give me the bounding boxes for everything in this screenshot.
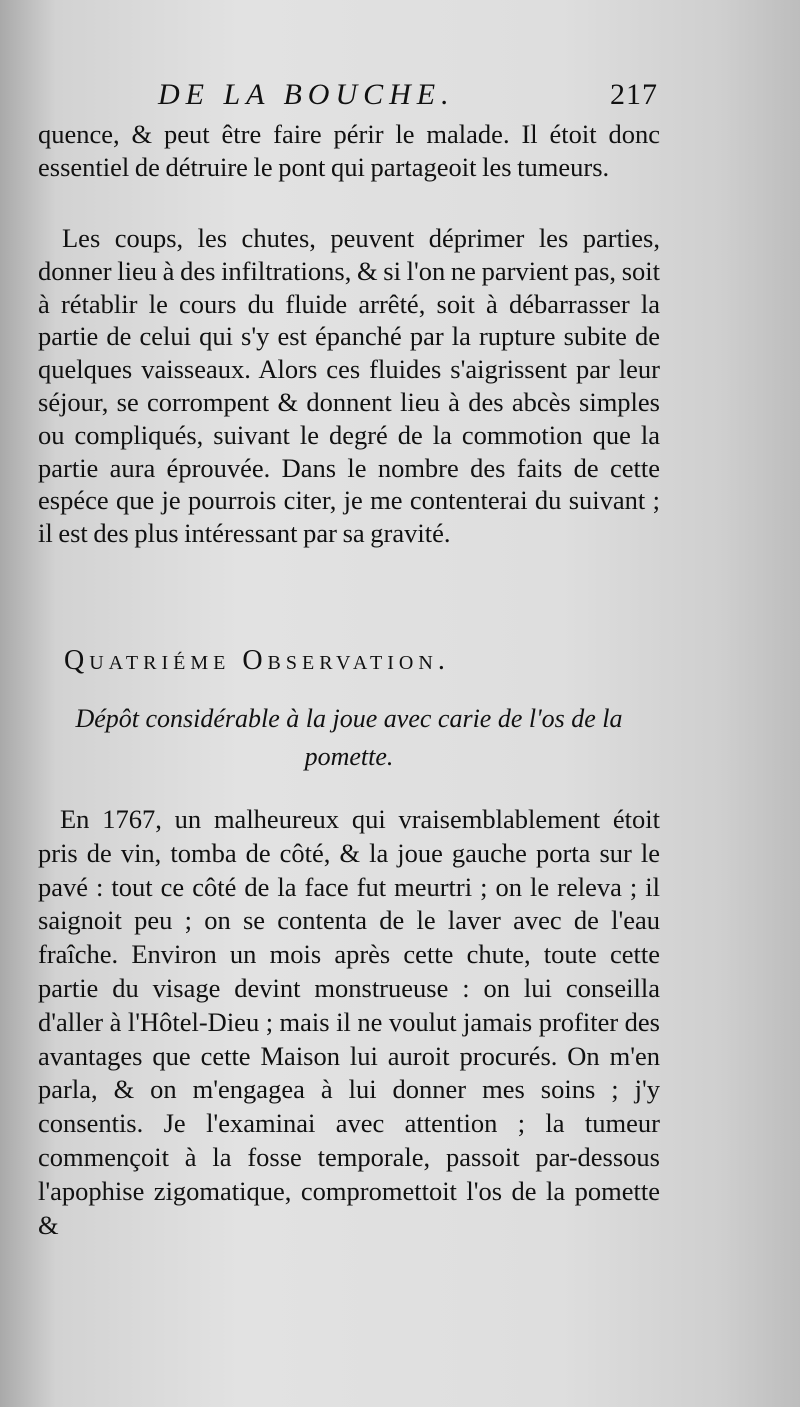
paragraph-blows-and-falls: Les coups, les chutes, peuvent déprimer les parties, donner lieu à des infiltrations, & si l'on ne parvient pas, soit à rétablir le cours du fluide arrêté, soit à débarrasser la partie de celui qui s'y est épanché par la rupture subite de quelques vaisseaux. Alors ces fluides s'aigrissent par leur séjour, se corrompent & donnent lieu à des abcès simples ou compliqués, suivant le degré de la commotion que la partie aura éprouvée. Dans le nombre des faits de cette espéce que je pourrois citer, je me contenterai du suivant ; il est des plus intéressant par sa gravité. bbox=[38, 223, 660, 549]
running-head bbox=[158, 78, 658, 118]
running-head-title: DE LA BOUCHE. bbox=[158, 78, 455, 111]
observation-subheading: Dépôt considérable à la joue avec carie de l'os de la pomette. bbox=[75, 704, 623, 771]
page-number: 217 bbox=[610, 78, 658, 111]
observation-heading: Quatriéme Observation. bbox=[64, 645, 450, 676]
paragraph-continuation: quence, & peut être faire périr le malade. Il étoit donc essentiel de détruire le pont qui partageoit les tumeurs. bbox=[38, 119, 660, 182]
paragraph-case-1767: En 1767, un malheureux qui vraisemblablement étoit pris de vin, tomba de côté, & la joue gauche porta sur le pavé : tout ce côté de la face fut meurtri ; on le releva ; il saignoit peu ; on se contenta de le laver avec de l'eau fraîche. Environ un mois après cette chute, toute cette partie du visage devint monstrueuse : on lui conseilla d'aller à l'Hôtel-Dieu ; mais il ne voulut jamais profiter des avantages que cette Maison lui auroit procurés. On m'en parla, & on m'engagea à lui donner mes soins ; j'y consentis. Je l'examinai avec attention ; la tumeur commençoit à la fosse temporale, passoit par-dessous l'apophise zigomatique, compromettoit l'os de la pomette & bbox=[38, 804, 660, 1240]
